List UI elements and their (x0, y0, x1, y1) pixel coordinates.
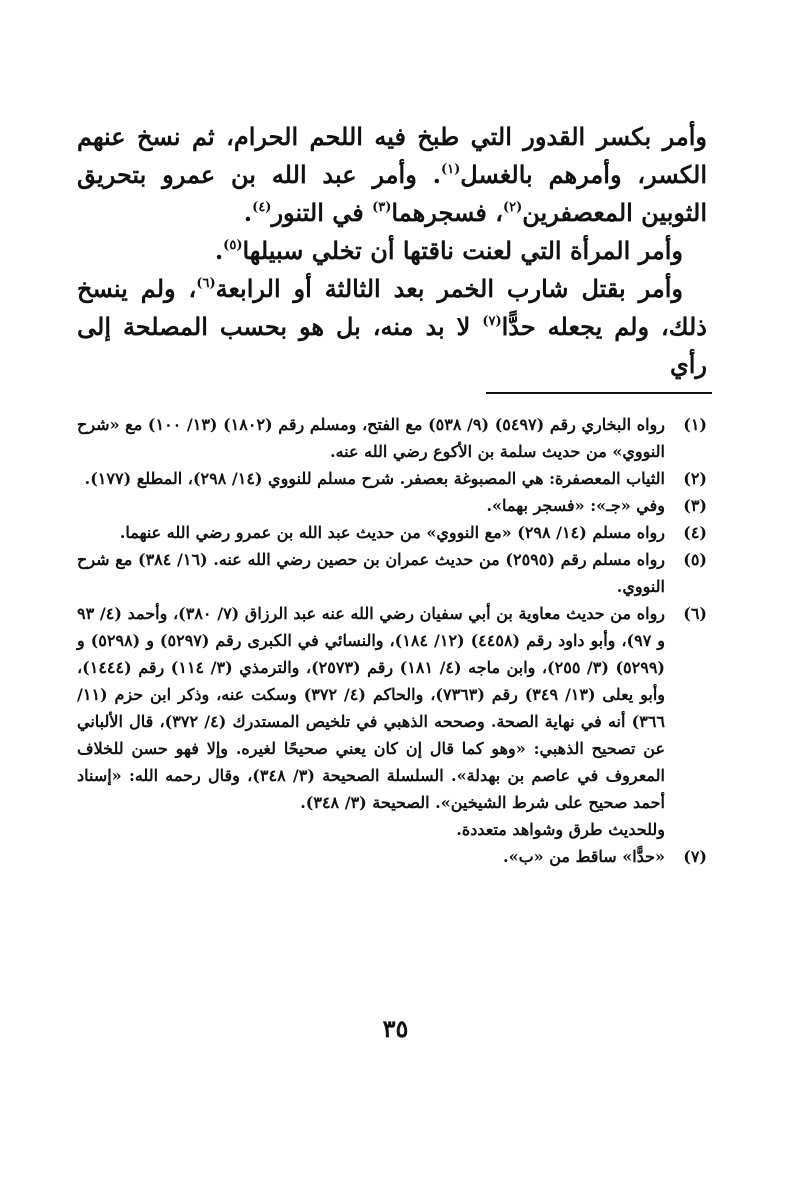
footnote-text (77, 546, 665, 600)
paragraph-3 (77, 270, 707, 384)
footnote-number: (٣) (683, 496, 707, 515)
footnote-line: وفي «جـ»: «فسجر بهما». (486, 496, 665, 515)
footnote-ref-5[interactable]: (٥) (223, 238, 243, 253)
paragraph-2 (77, 232, 707, 270)
text-run: . (243, 198, 253, 227)
footnote-line: رواه مسلم (١٤/ ٢٩٨) «مع النووي» من حديث عبد الله بن عمرو رضي الله عنهما. (119, 523, 665, 542)
footnote-ref-3[interactable]: (٣) (372, 200, 392, 215)
footnote-text (77, 411, 665, 465)
footnote-ref-1[interactable]: (١) (440, 162, 461, 177)
paragraph-1 (77, 118, 707, 232)
footnote-6 (77, 600, 707, 843)
footnote-number: (٧) (683, 847, 707, 866)
text-run: وأمر بكسر القدور التي طبخ فيه اللحم الحرام، ثم نسخ عنهم الكسر، وأمرهم بالغسل (77, 122, 708, 189)
footnote-7 (77, 843, 707, 870)
footnote-line: رواه من حديث معاوية بن أبي سفيان رضي الله عنه عبد الرزاق (٧/ ٣٨٠)، وأحمد (٤/ ٩٣ و ٩٧)، وأبو داود رقم (٤٤٥٨) (١٢/ ١٨٤)، والنسائي في الكبرى رقم (٥٢٩٧) و (٥٢٩٨) و (٥٢٩٩) (٣/ ٢٥٥)، وابن ماجه (٤/ ١٨١) رقم (٢٥٧٣)، والترمذي (٣/ ١١٤) رقم (١٤٤٤)، وأبو يعلى (١٣/ ٣٤٩) رقم (٧٣٦٣)، والحاكم (٤/ ٣٧٢) وسكت عنه، وذكر ابن حزم (١١/ ٣٦٦) أنه في نهاية الصحة. وصححه الذهبي في تلخيص المستدرك (٤/ ٣٧٢)، قال الألباني عن تصحيح الذهبي: «وهو كما قال إن كان يعني صحيحًا لغيره. وإلا فهو حسن للخلاف المعروف في عاصم بن بهدلة». السلسلة الصحيحة (٣/ ٣٤٨)، وقال رحمه الله: «إسناد أحمد صحيح على شرط الشيخين». الصحيحة (٣/ ٣٤٨). (77, 604, 666, 812)
footnote-3 (77, 492, 707, 519)
footnote-1 (77, 411, 707, 465)
footnote-2 (77, 465, 707, 492)
footnote-number: (٢) (683, 469, 707, 488)
footnote-text (77, 600, 665, 843)
footnote-line: «حدًّا» ساقط من «ب». (503, 847, 665, 866)
footnote-4 (77, 519, 707, 546)
footnote-text (77, 492, 665, 519)
footnote-ref-4[interactable]: (٤) (252, 200, 272, 215)
footnote-line: وللحديث طرق وشواهد متعددة. (456, 820, 665, 839)
footnote-separator (486, 392, 712, 394)
footnote-number: (٥) (683, 550, 707, 569)
main-text (77, 118, 707, 384)
footnote-line: رواه البخاري رقم (٥٤٩٧) (٩/ ٥٣٨) مع الفتح، ومسلم رقم (١٨٠٢) (١٣/ ١٠٠) مع «شرح النووي» من حديث سلمة بن الأكوع رضي الله عنه. (77, 415, 665, 461)
page-number: ٣٥ (382, 1014, 409, 1043)
footnote-number: (١) (683, 415, 707, 434)
footnotes (77, 411, 707, 870)
text-run: ، فسجرهما (391, 198, 503, 227)
footnote-text (77, 843, 665, 870)
text-run: لا بد منه، بل هو بحسب المصلحة إلى رأي (77, 312, 707, 379)
footnote-ref-6[interactable]: (٦) (196, 276, 216, 291)
text-run: . وأمر عبد الله بن عمرو بتحريق الثوبين المعصفرين (77, 160, 707, 227)
footnote-ref-7[interactable]: (٧) (482, 314, 502, 329)
footnote-line: رواه مسلم رقم (٢٥٩٥) من حديث عمران بن حصين رضي الله عنه. (١٦/ ٣٨٤) مع شرح النووي. (77, 550, 666, 596)
text-run: في التنور (271, 198, 373, 227)
footnote-line: الثياب المعصفرة: هي المصبوغة بعصفر. شرح مسلم للنووي (١٤/ ٢٩٨)، المطلع (١٧٧). (84, 469, 665, 488)
text-run: . (214, 236, 224, 265)
text-run: وأمر بقتل شارب الخمر بعد الثالثة أو الرابعة (215, 274, 683, 303)
footnote-text (77, 465, 665, 492)
footnote-5 (77, 546, 707, 600)
text-run: ، ولم ينسخ ذلك، ولم يجعله حدًّا (77, 274, 707, 341)
text-run: وأمر المرأة التي لعنت ناقتها أن تخلي سبيلها (242, 236, 683, 265)
footnote-number: (٦) (683, 604, 707, 623)
footnote-ref-2[interactable]: (٢) (502, 200, 523, 215)
footnote-text (77, 519, 665, 546)
footnote-number: (٤) (683, 523, 707, 542)
